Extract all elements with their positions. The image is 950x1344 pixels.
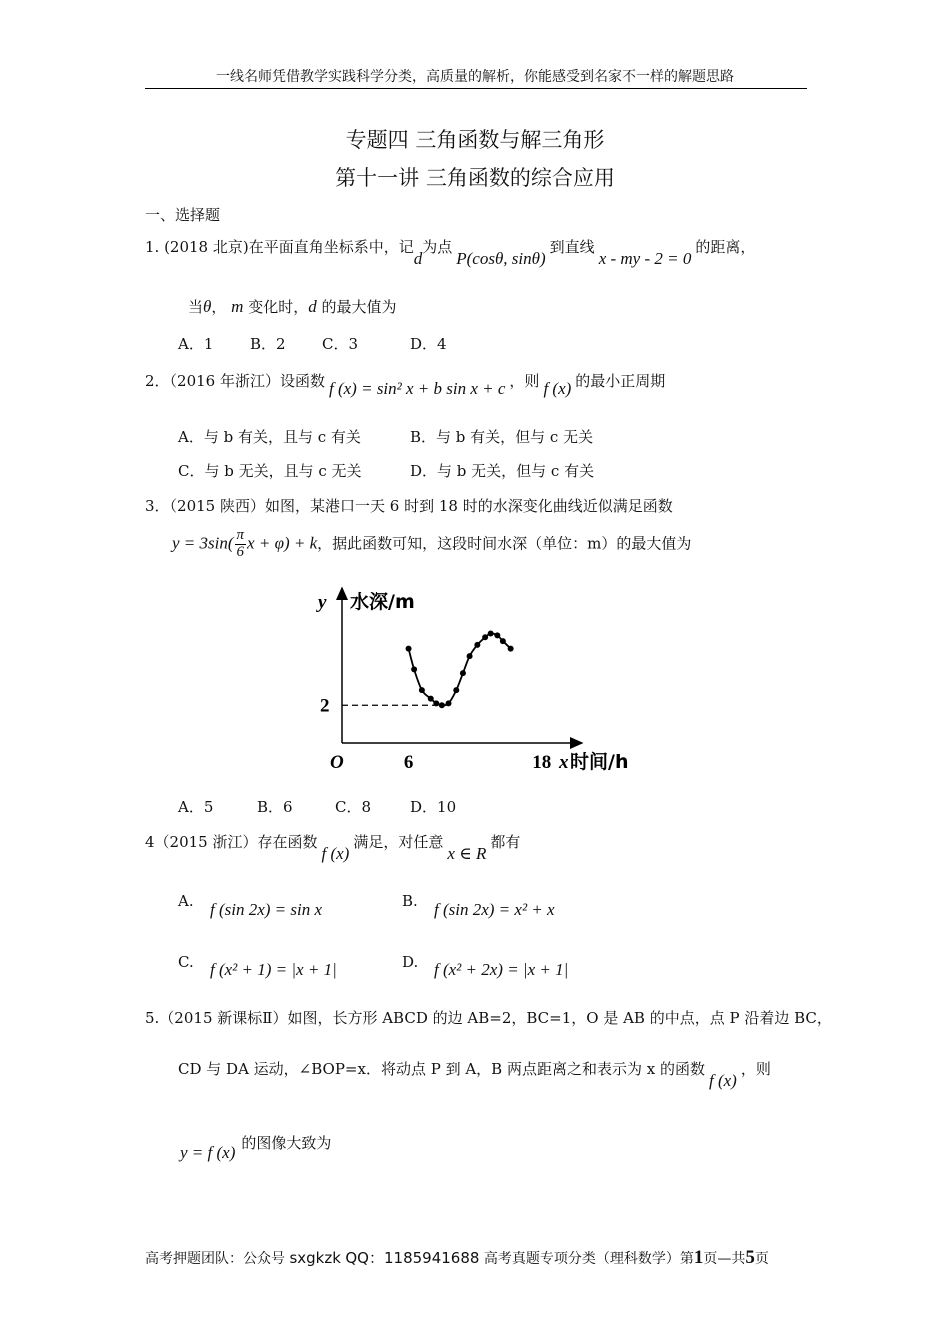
- q1-d2: d: [308, 297, 317, 316]
- q1-line2: [188, 296, 397, 317]
- q3-line2: [172, 528, 691, 561]
- footer-series: 高考真题专项分类（理科数学）第: [483, 1251, 694, 1267]
- q5-line2-end: ，则: [740, 1060, 771, 1078]
- footer-page-mid: 页—共: [703, 1251, 746, 1267]
- q4-cond: x ∈ R: [447, 844, 487, 863]
- q3-fraction: [235, 528, 247, 561]
- data-point-14: [500, 638, 506, 644]
- data-point-5: [439, 702, 445, 708]
- data-point-15: [508, 646, 514, 652]
- q1-option-c: C．3: [322, 335, 359, 353]
- data-point-6: [446, 700, 452, 706]
- q4-option-a: f (sin 2x) = sin x: [210, 900, 323, 919]
- data-point-1: [411, 666, 417, 672]
- q1-l2d: 的最大值为: [321, 298, 397, 316]
- q2-suffix: 的最小正周期: [575, 372, 666, 390]
- data-point-7: [453, 687, 459, 693]
- footer-total-pages: 5: [745, 1247, 755, 1268]
- data-points: [406, 631, 514, 709]
- q3-option-d: D．10: [410, 798, 457, 816]
- q1-theta: θ: [203, 297, 212, 316]
- q1-l2b: ，: [211, 298, 227, 316]
- q4-option-b-label: B.: [402, 892, 418, 910]
- q2-option-d: D．与 b 无关，但与 c 有关: [410, 462, 595, 480]
- data-point-10: [474, 642, 480, 648]
- footer-page-number: 1: [693, 1247, 704, 1268]
- q5-line3-text: 的图像大致为: [241, 1134, 332, 1152]
- q1-line1: [145, 236, 756, 268]
- q2-option-b: B．与 b 有关，但与 c 无关: [410, 428, 594, 446]
- page-header-tagline: 一线名师凭借教学实践科学分类，高质量的解析，你能感受到名家不一样的解题思路: [216, 69, 734, 85]
- data-point-8: [460, 670, 466, 676]
- page-footer: [145, 1247, 769, 1269]
- q3-frac-den: 6: [236, 543, 245, 560]
- data-point-0: [406, 646, 412, 652]
- q1-l2a: 当: [188, 298, 204, 316]
- q5-yfx: y = f (x): [180, 1143, 236, 1162]
- lecture-title: 第十一讲 三角函数的综合应用: [335, 166, 615, 190]
- water-depth-chart: [300, 580, 650, 780]
- x-axis-label: 时间/h: [570, 751, 629, 773]
- q5-line2-text: CD 与 DA 运动，∠BOP=x．将动点 P 到 A，B 两点距离之和表示为 x 的函数: [178, 1060, 705, 1078]
- q3-option-b: B．6: [257, 798, 293, 816]
- q1-option-d: D．4: [410, 335, 447, 353]
- data-point-3: [428, 696, 434, 702]
- q5-line3: [180, 1132, 332, 1162]
- q1-line-eq: x - my - 2 = 0: [598, 249, 692, 268]
- data-point-2: [419, 687, 425, 693]
- q4-option-a-label: A.: [178, 892, 194, 910]
- topic-title: 专题四 三角函数与解三角形: [345, 128, 605, 152]
- footer-account: sxgkzk: [289, 1249, 341, 1267]
- q3-func-lhs: y = 3sin(: [172, 533, 234, 553]
- section-label: 一、选择题: [145, 206, 221, 224]
- q3-option-c: C．8: [335, 798, 372, 816]
- q2-option-c: C．与 b 无关，且与 c 无关: [178, 462, 362, 480]
- q2-prefix: 2．（2016 年浙江）设函数: [145, 372, 325, 390]
- q1-prefix: 1. (2018 北京)在平面直角坐标系中，记: [145, 238, 414, 256]
- footer-qq: QQ：1185941688: [345, 1249, 480, 1267]
- q1-mid: 为点: [422, 238, 453, 256]
- q1-point: P(cosθ, sinθ): [456, 249, 546, 268]
- q4-option-c: f (x² + 1) = |x + 1|: [210, 960, 337, 979]
- q3-line2-text: ，据此函数可知，这段时间水深（单位：m）的最大值为: [317, 534, 692, 553]
- q4-prefix: 4（2015 浙江）存在函数: [145, 833, 318, 851]
- q2-func: f (x) = sin² x + b sin x + c: [329, 379, 506, 398]
- x-axis-var: x: [559, 752, 569, 773]
- q4-option-c-label: C.: [178, 953, 194, 971]
- q2-fx: f (x): [543, 379, 572, 398]
- q3-func-rhs: x + φ) + k: [247, 533, 318, 553]
- q1-mid2: 到直线: [549, 238, 595, 256]
- q4-line1: [145, 831, 521, 863]
- data-point-9: [467, 653, 473, 659]
- q2-line1: [145, 370, 666, 398]
- data-point-4: [433, 700, 439, 706]
- q1-l2c: 变化时，: [248, 298, 309, 316]
- q3-frac-num: π: [236, 527, 245, 543]
- q3-line1: 3．（2015 陕西）如图，某港口一天 6 时到 18 时的水深变化曲线近似满足函数: [145, 497, 673, 515]
- y-axis-var: y: [318, 592, 327, 613]
- q1-option-b: B．2: [250, 335, 286, 353]
- q4-option-b: f (sin 2x) = x² + x: [434, 900, 555, 919]
- y-tick-2: 2: [320, 695, 330, 717]
- header-rule: [145, 88, 807, 89]
- origin-label: O: [330, 752, 344, 773]
- data-point-13: [494, 632, 500, 638]
- q1-d: d: [413, 249, 423, 268]
- q2-mid: ，则: [509, 372, 540, 390]
- q1-m: m: [231, 297, 244, 316]
- q4-option-d-label: D.: [402, 953, 419, 971]
- q4-fx: f (x): [321, 844, 350, 863]
- q3-option-a: A．5: [178, 798, 214, 816]
- q1-suffix: 的距离，: [695, 238, 756, 256]
- data-point-12: [488, 631, 494, 637]
- q5-line1: 5.（2015 新课标Ⅱ）如图，长方形 ABCD 的边 AB=2，BC=1，O 是 AB 的中点，点 P 沿着边 BC，: [145, 1009, 832, 1027]
- y-axis-label: 水深/m: [350, 591, 415, 613]
- x-tick-6: 6: [403, 752, 414, 773]
- footer-page-end: 页: [754, 1251, 769, 1267]
- q1-option-a: A．1: [178, 335, 214, 353]
- q4-suffix: 都有: [490, 833, 521, 851]
- q2-option-a: A．与 b 有关，且与 c 有关: [178, 428, 361, 446]
- x-tick-18: 18: [532, 752, 552, 773]
- depth-curve: [409, 633, 511, 705]
- q4-mid: 满足，对任意: [353, 833, 444, 851]
- q5-line2: [178, 1058, 771, 1090]
- footer-team: 高考押题团队：公众号: [145, 1251, 285, 1267]
- q4-option-d: f (x² + 2x) = |x + 1|: [434, 960, 569, 979]
- q5-fx: f (x): [708, 1071, 737, 1090]
- data-point-11: [482, 634, 488, 640]
